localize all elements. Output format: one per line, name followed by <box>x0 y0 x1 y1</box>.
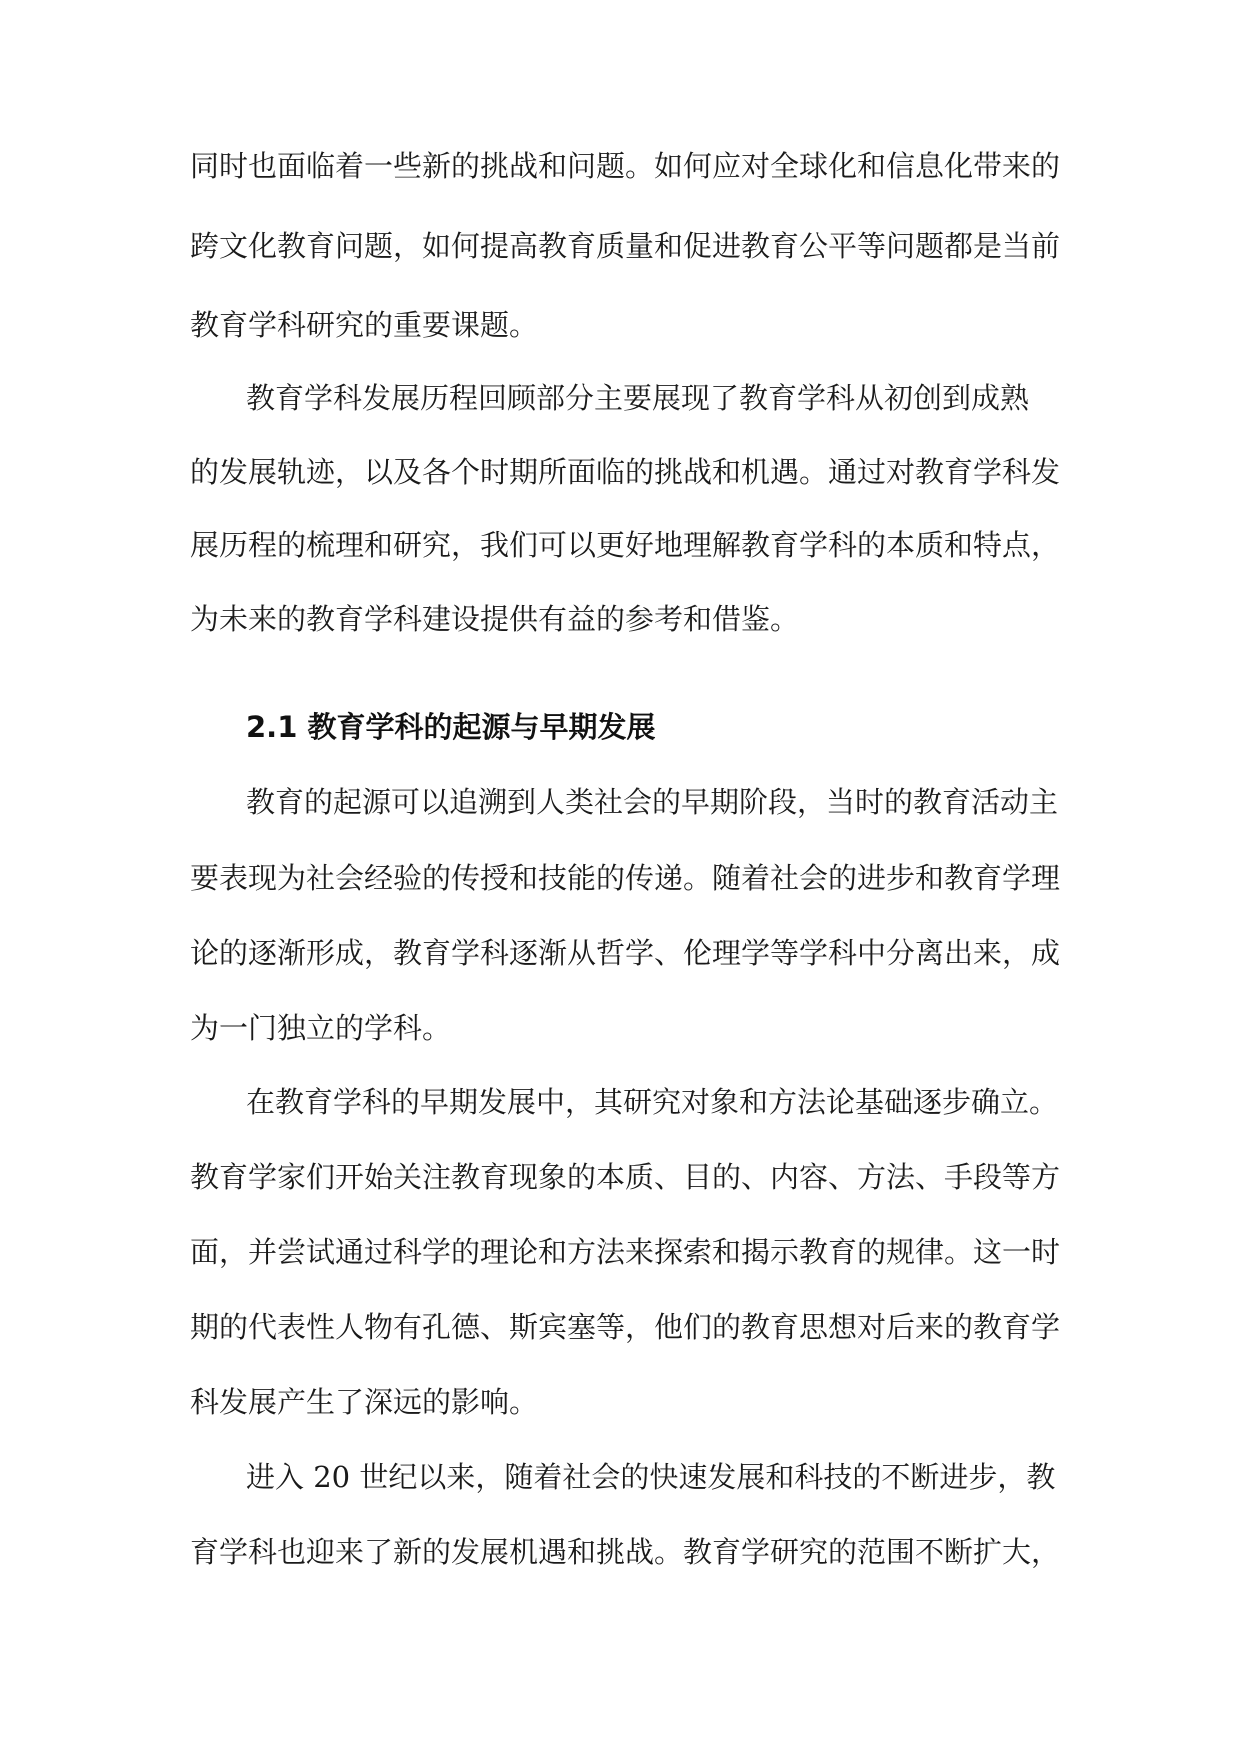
text-line: 教育学家们开始关注教育现象的本质、目的、内容、方法、手段等方 <box>190 1160 1061 1194</box>
text-line: 同时也面临着一些新的挑战和问题。如何应对全球化和信息化带来的 <box>190 149 1061 183</box>
text-line: 论的逐渐形成，教育学科逐渐从哲学、伦理学等学科中分离出来，成 <box>190 936 1061 970</box>
section-heading: 2.1 教育学科的起源与早期发展 <box>246 710 656 744</box>
text-line: 为一门独立的学科。 <box>190 1011 452 1045</box>
text-line: 教育的起源可以追溯到人类社会的早期阶段，当时的教育活动主 <box>246 785 1059 819</box>
text-line: 进入 20 世纪以来，随着社会的快速发展和科技的不断进步，教 <box>246 1460 1056 1494</box>
text-line: 教育学科发展历程回顾部分主要展现了教育学科从初创到成熟 <box>246 381 1030 415</box>
text-line: 为未来的教育学科建设提供有益的参考和借鉴。 <box>190 602 800 636</box>
text-line: 教育学科研究的重要课题。 <box>190 308 539 342</box>
text-line: 期的代表性人物有孔德、斯宾塞等，他们的教育思想对后来的教育学 <box>190 1310 1061 1344</box>
text-line: 展历程的梳理和研究，我们可以更好地理解教育学科的本质和特点， <box>190 528 1061 562</box>
text-line: 面，并尝试通过科学的理论和方法来探索和揭示教育的规律。这一时 <box>190 1235 1061 1269</box>
text-line: 育学科也迎来了新的发展机遇和挑战。教育学研究的范围不断扩大， <box>190 1535 1061 1569</box>
text-line: 在教育学科的早期发展中，其研究对象和方法论基础逐步确立。 <box>246 1085 1059 1119</box>
text-line: 的发展轨迹，以及各个时期所面临的挑战和机遇。通过对教育学科发 <box>190 455 1061 489</box>
text-line: 跨文化教育问题，如何提高教育质量和促进教育公平等问题都是当前 <box>190 229 1061 263</box>
text-line: 科发展产生了深远的影响。 <box>190 1385 539 1419</box>
text-line: 要表现为社会经验的传授和技能的传递。随着社会的进步和教育学理 <box>190 861 1061 895</box>
